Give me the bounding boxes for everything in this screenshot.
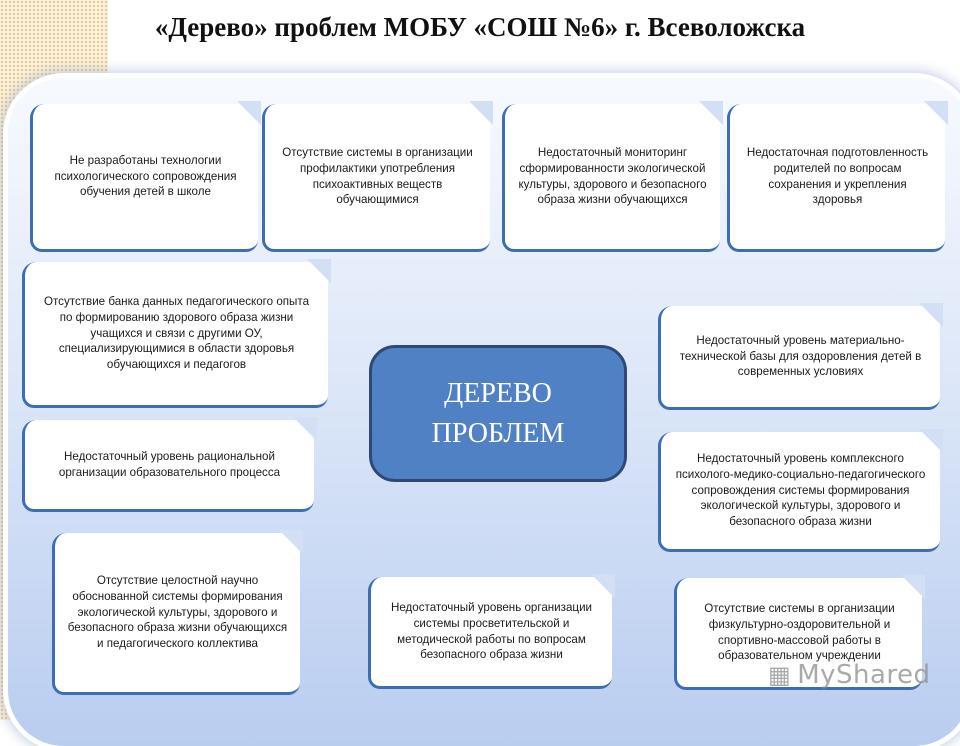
problem-box [658,432,940,552]
problem-text: Отсутствие системы в организации профилактики употребления психоактивных веществ обучающимися [282,145,473,207]
presentation-board-icon: ▦ [768,661,792,689]
problem-box [22,420,314,512]
problem-box [262,104,490,252]
problem-text: Недостаточный уровень рациональной организации образовательного процесса [58,449,281,479]
problem-text: Не разработаны технологии психологического сопровождения обучения детей в школе [54,153,237,199]
problem-text: Недостаточная подготовленность родителей по вопросам сохранения и укрепления здоровья [746,145,929,207]
problem-text: Отсутствие целостной научно обоснованной системы формирования экологической культуры, здорового и безопасного образа жизни обучающихся и педагогического коллектива [67,573,288,651]
problem-box [22,262,328,408]
problem-box [502,104,720,252]
problem-box [368,577,612,689]
watermark-logo [768,660,931,690]
problem-text: Недостаточный уровень организации системы просветительской и методической работы по вопросам безопасного образа жизни [390,600,593,662]
problem-text: Отсутствие банка данных педагогического опыта по формированию здорового образа жизни учащихся и связи с другими ОУ, специализирующимися в области здоровья обучающихся и педагогов [43,294,310,372]
problem-box [727,104,945,252]
problem-text: Отсутствие системы в организации физкультурно-оздоровительной и спортивно-массовой работы в образовательном учреждении [704,601,895,663]
center-node: ДЕРЕВО ПРОБЛЕМ [369,345,627,482]
problem-box [52,533,300,695]
watermark-text: MyShared [797,660,931,690]
problem-text: Недостаточный уровень комплексного психолого-медико-социально-педагогического сопровождения системы формирования экологической культуры, здорового и безопасного образа жизни [675,451,926,529]
problem-box [658,306,940,410]
page-title: «Дерево» проблем МОБУ «СОШ №6» г. Всеволожска [154,12,806,42]
problem-text: Недостаточный мониторинг сформированности экологической культуры, здорового и безопасного образа жизни обучающихся [518,145,707,207]
problem-box [30,104,258,252]
problem-text: Недостаточный уровень материально-технической базы для оздоровления детей в современных условиях [679,333,922,379]
